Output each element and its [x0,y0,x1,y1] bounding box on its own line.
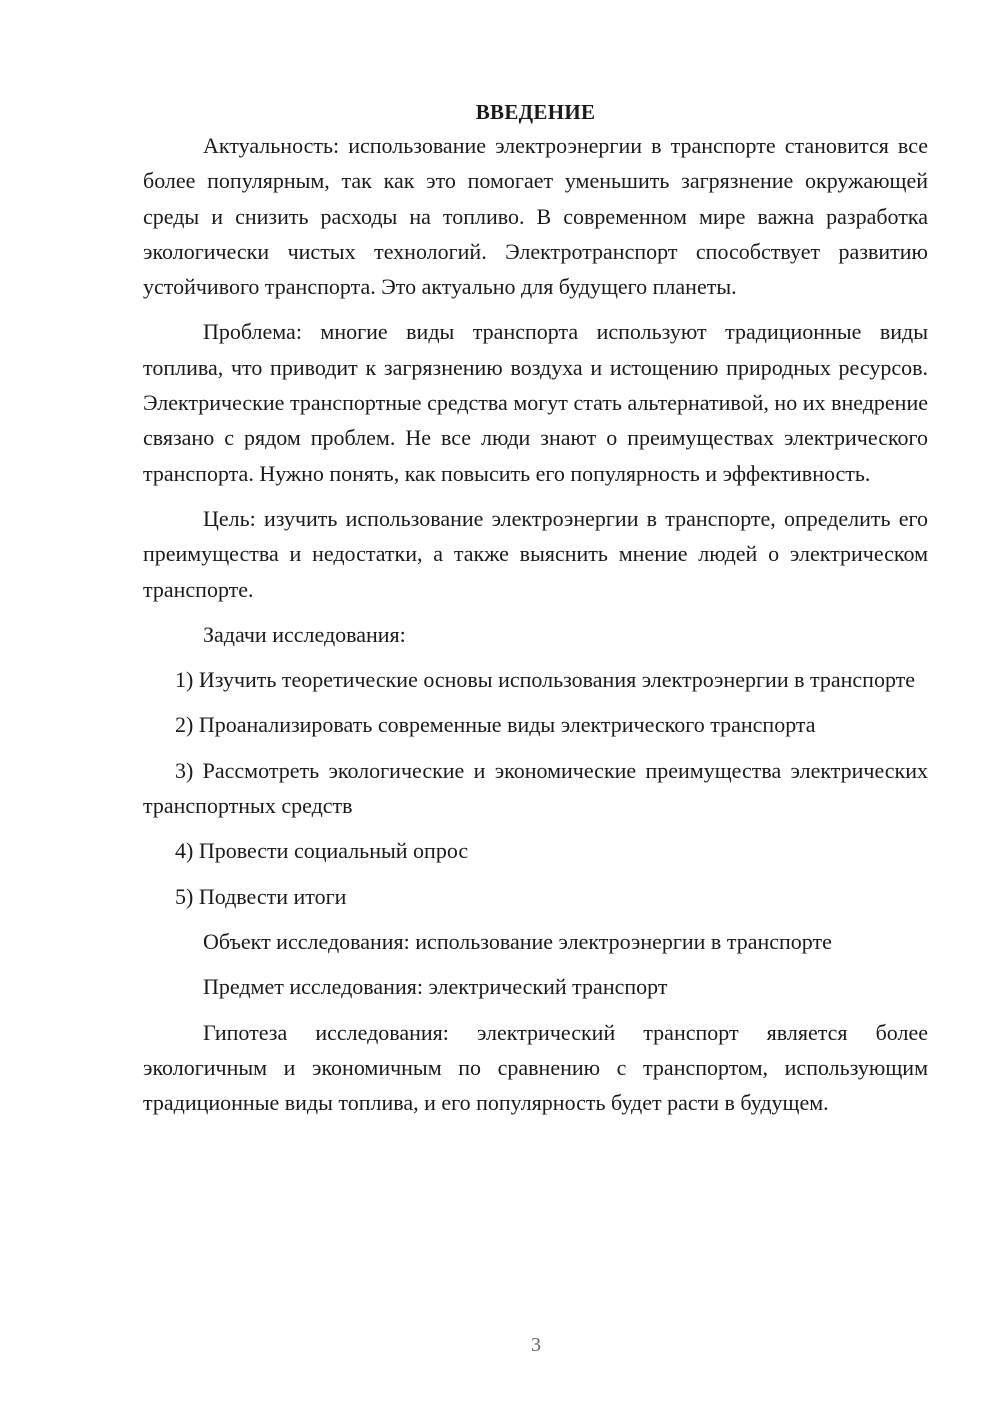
task-item: 1) Изучить теоретические основы использования электроэнергии в транспорте [175,667,916,693]
task-item: 3) Рассмотреть экологические и экономические преимущества электрических транспортных средств [143,757,928,819]
paragraph-object: Объект исследования: использование электроэнергии в транспорте [203,928,832,954]
paragraph-hypothesis: Гипотеза исследования: электрический транспорт является более экологичным и экономичным по сравнению с транспортом, использующим традиционные виды топлива, и его популярность будет расти в будущем. [143,1019,928,1116]
paragraph-goal: Цель: изучить использование электроэнергии в транспорте, определить его преимущества и недостатки, а также выяснить мнение людей о электрическом транспорте. [143,505,928,602]
page-title: ВВЕДЕНИЕ [475,100,596,124]
task-item: 4) Провести социальный опрос [175,838,469,864]
task-item: 2) Проанализировать современные виды электрического транспорта [175,712,816,738]
document-page [143,95,928,1130]
paragraph-relevance: Актуальность: использование электроэнергии в транспорте становится все более популярным, так как это помогает уменьшить загрязнение окружающей среды и снизить расходы на топливо. В современном мире важна разработка экологически чистых технологий. Электротранспорт способствует развитию устойчивого транспорта. Это актуально для будущего планеты. [143,133,928,300]
paragraph-subject: Предмет исследования: электрический транспорт [203,974,668,1000]
tasks-heading: Задачи исследования: [203,621,406,647]
page-number: 3 [531,1334,541,1356]
paragraph-problem: Проблема: многие виды транспорта используют традиционные виды топлива, что приводит к загрязнению воздуха и истощению природных ресурсов. Электрические транспортные средства могут стать альтернативой, но их внедрение связано с рядом проблем. Не все люди знают о преимуществах электрического транспорта. Нужно понять, как повысить его популярность и эффективность. [143,319,928,486]
task-item: 5) Подвести итоги [175,883,347,909]
